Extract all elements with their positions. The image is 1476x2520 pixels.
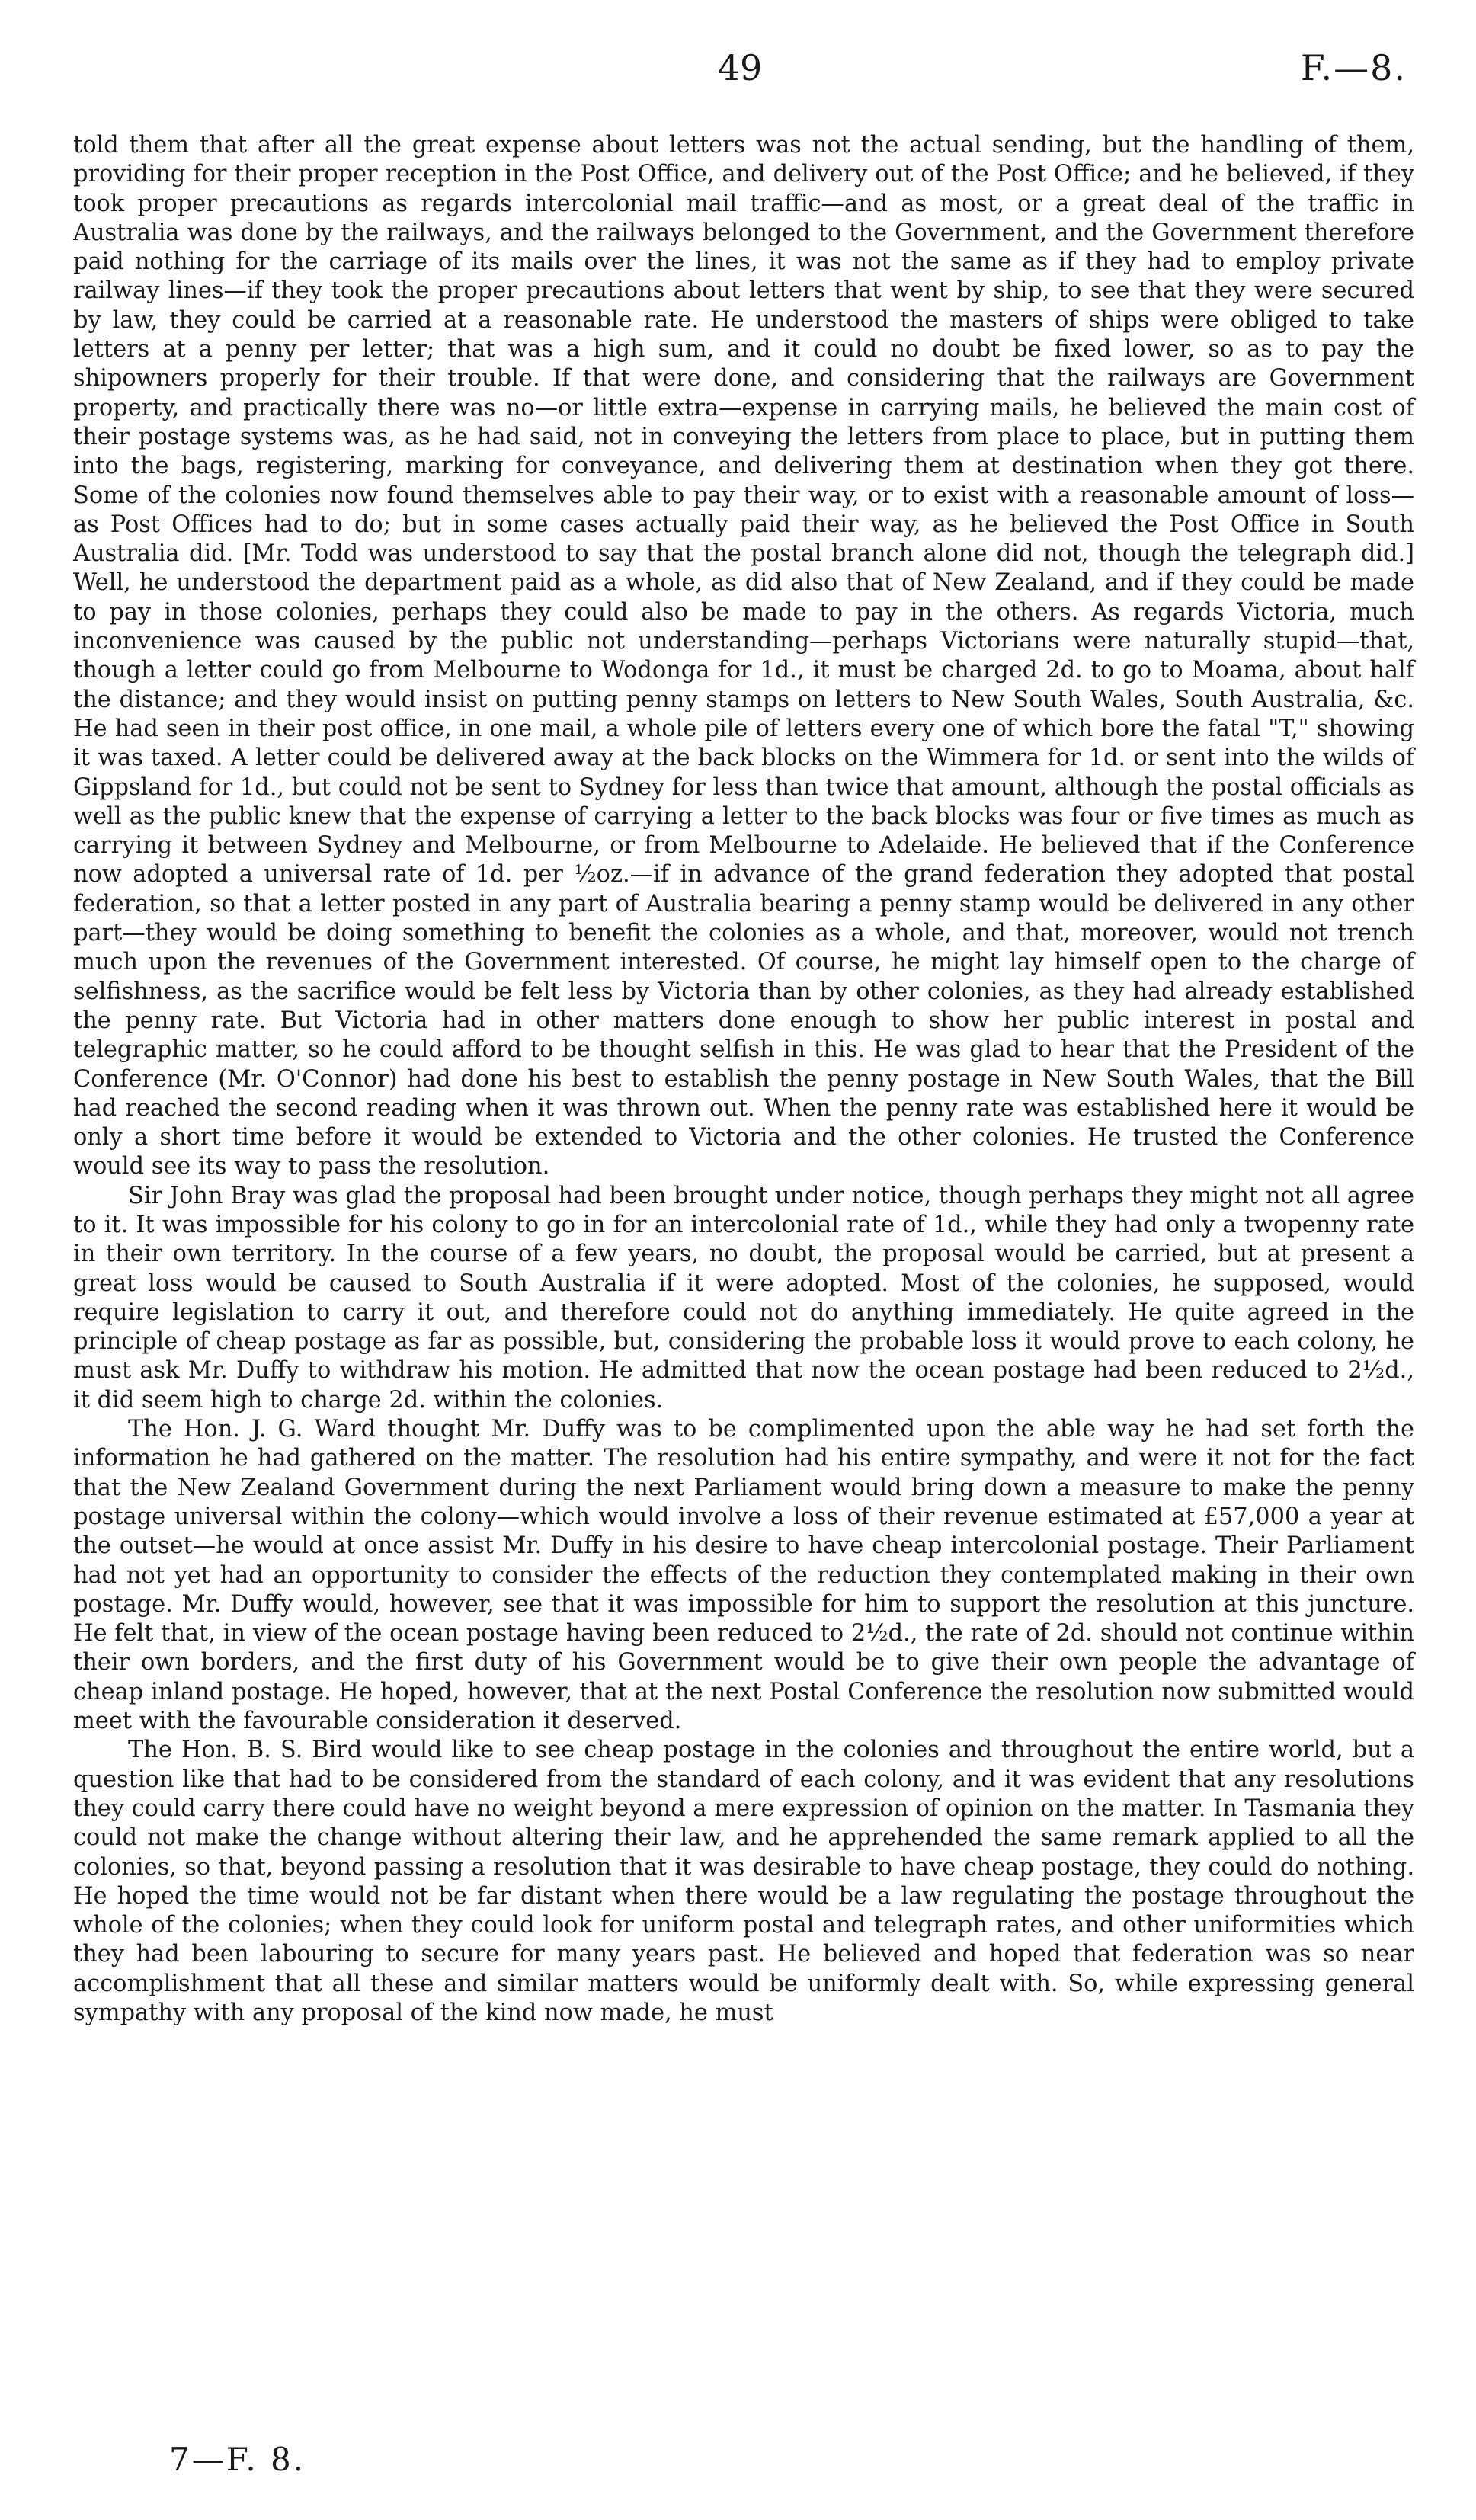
paragraph-hon-j-g-ward: The Hon. J. G. Ward thought Mr. Duffy was to be complimented upon the able way he had set forth the information he had gathered on the matter. The resolution had his entire sympathy, and were it not for the fact that the New Zealand Government during the next Parliament would bring down a measure to make the penny postage universal within the colony—which would involve a loss of their revenue estimated at £57,000 a year at the outset—he would at once assist Mr. Duffy in his desire to have cheap intercolonial postage. Their Parliament had not yet had an opportunity to consider the effects of the reduction they contemplated making in their own postage. Mr. Duffy would, however, see that it was impossible for him to support the resolution at this juncture. He felt that, in view of the ocean postage having been reduced to 2½d., the rate of 2d. should not continue within their own borders, and the first duty of his Government would be to give their own people the advantage of cheap inland postage. He hoped, however, that at the next Postal Conference the resolution now submitted would meet with the favourable consideration it deserved.: [73, 1416, 1414, 1735]
body-text: [73, 131, 1414, 2028]
page-header: [73, 47, 1407, 101]
page-number: 49: [717, 47, 763, 88]
paragraph-hon-b-s-bird: The Hon. B. S. Bird would like to see cheap postage in the colonies and throughout the entire world, but a question like that had to be considered from the standard of each colony, and it was evident that any resolutions they could carry there could have no weight beyond a mere expression of opinion on the matter. In Tasmania they could not make the change without altering their law, and he apprehended the same remark applied to all the colonies, so that, beyond passing a resolution that it was desirable to have cheap postage, they could do nothing. He hoped the time would not be far distant when there would be a law regulating the postage throughout the whole of the colonies; when they could look for uniform postal and telegraph rates, and other uniformities which they had been labouring to secure for many years past. He believed and hoped that federation was so near accomplishment that all these and similar matters would be uniformly dealt with. So, while expressing general sympathy with any proposal of the kind now made, he must: [73, 1737, 1414, 2026]
paragraph-sir-john-bray: Sir John Bray was glad the proposal had been brought under notice, though perhaps they might not all agree to it. It was impossible for his colony to go in for an intercolonial rate of 1d., while they had only a twopenny rate in their own territory. In the course of a few years, no doubt, the proposal would be carried, but at present a great loss would be caused to South Australia if it were adopted. Most of the colonies, he supposed, would require legislation to carry it out, and therefore could not do anything immediately. He quite agreed in the principle of cheap postage as far as possible, but, considering the probable loss it would prove to each colony, he must ask Mr. Duffy to withdraw his motion. He admitted that now the ocean postage had been reduced to 2½d., it did seem high to charge 2d. within the colonies.: [73, 1182, 1414, 1414]
printer-signature-mark: 7—F. 8.: [169, 2441, 306, 2478]
paragraph-continuation: told them that after all the great expense about letters was not the actual sending, but the handling of them, providing for their proper reception in the Post Office, and delivery out of the Post Office; and he believed, if they took proper precautions as regards intercolonial mail traffic—and as most, or a great deal of the traffic in Australia was done by the railways, and the railways belonged to the Government, and the Government therefore paid nothing for the carriage of its mails over the lines, it was not the same as if they had to employ private railway lines—if they took the proper precautions about letters that went by ship, to see that they were secured by law, they could be carried at a reasonable rate. He understood the masters of ships were obliged to take letters at a penny per letter; that was a high sum, and it could no doubt be fixed lower, so as to pay the shipowners properly for their trouble. If that were done, and considering that the railways are Government property, and practically there was no—or little extra—expense in carrying mails, he believed the main cost of their postage systems was, as he had said, not in conveying the letters from place to place, but in putting them into the bags, registering, marking for conveyance, and delivering them at destination when they got there. Some of the colonies now found themselves able to pay their way, or to exist with a reasonable amount of loss—as Post Offices had to do; but in some cases actually paid their way, as he believed the Post Office in South Australia did. [Mr. Todd was understood to say that the postal branch alone did not, though the telegraph did.] Well, he understood the department paid as a whole, as did also that of New Zealand, and if they could be made to pay in those colonies, perhaps they could also be made to pay in the others. As regards Victoria, much inconvenience was caused by the public not understanding—perhaps Victorians were naturally stupid—that, though a letter could go from Melbourne to Wodonga for 1d., it must be charged 2d. to go to Moama, about half the distance; and they would insist on putting penny stamps on letters to New South Wales, South Australia, &c. He had seen in their post office, in one mail, a whole pile of letters every one of which bore the fatal "T," showing it was taxed. A letter could be delivered away at the back blocks on the Wimmera for 1d. or sent into the wilds of Gippsland for 1d., but could not be sent to Sydney for less than twice that amount, although the postal officials as well as the public knew that the expense of carrying a letter to the back blocks was four or five times as much as carrying it between Sydney and Melbourne, or from Melbourne to Adelaide. He believed that if the Conference now adopted a universal rate of 1d. per ½oz.—if in advance of the grand federation they adopted that postal federation, so that a letter posted in any part of Australia bearing a penny stamp would be delivered in any other part—they would be doing something to benefit the colonies as a whole, and that, moreover, would not trench much upon the revenues of the Government interested. Of course, he might lay himself open to the charge of selfishness, as the sacrifice would be felt less by Victoria than by other colonies, as they had already established the penny rate. But Victoria had in other matters done enough to show her public interest in postal and telegraphic matter, so he could afford to be thought selfish in this. He was glad to hear that the President of the Conference (Mr. O'Connor) had done his best to establish the penny postage in New South Wales, that the Bill had reached the second reading when it was thrown out. When the penny rate was established here it would be only a short time before it would be extended to Victoria and the other colonies. He trusted the Conference would see its way to pass the resolution.: [73, 132, 1414, 1180]
document-reference: F.—8.: [1300, 47, 1407, 88]
